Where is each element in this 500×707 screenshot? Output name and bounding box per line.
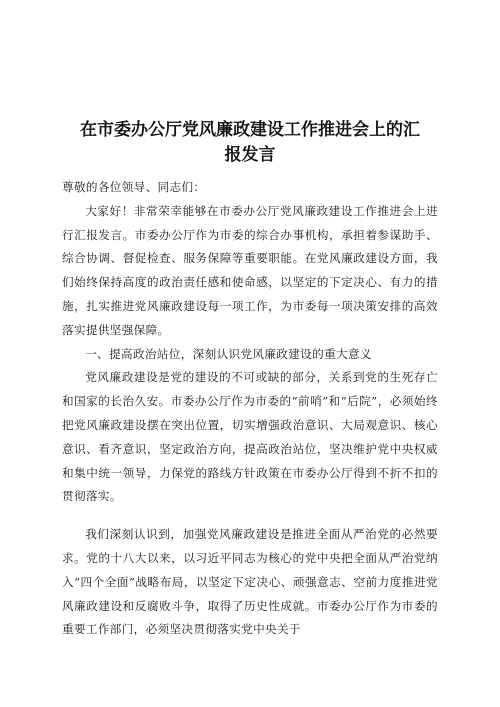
document-body: [62, 176, 438, 642]
section-heading-1: 一、提高政治站位，深刻认识党风廉政建设的重大意义: [85, 346, 372, 361]
document-title: 在市委办公厅党风廉政建设工作推进会上的汇报发言: [80, 120, 420, 165]
salutation: 尊敬的各位领导、同志们：: [62, 180, 206, 194]
paragraph-intro: 大家好！非常荣幸能够在市委办公厅党风廉政建设工作推进会上进行汇报发言。市委办公厅作为市委的综合办事机构，承担着参谋助手、综合协调、督促检查、服务保障等重要职能。在党风廉政建设方面，我们始终保持高度的政治责任感和使命感，以坚定的下定决心、有力的措施，扎实推进党风廉政建设每一项工作，为市委每一项决策安排的高效落实提供坚强保障。: [62, 203, 438, 337]
paragraph-significance: 党风廉政建设是党的建设的不可或缺的部分，关系到党的生死存亡和国家的长治久安。市委办公厅作为市委的“前哨”和“后院”，必须始终把党风廉政建设摆在突出位置，切实增强政治意识、大局观意识、核心意识、看齐意识，坚定政治方向，提高政治站位，坚决维护党中央权威和集中统一领导，力保党的路线方针政策在市委办公厅得到不折不扣的贯彻落实。: [62, 370, 438, 504]
paragraph-recognition: 我们深刻认识到，加强党风廉政建设是推进全面从严治党的必然要求。党的十八大以来，以习近平同志为核心的党中央把全面从严治党纳入“四个全面”战略布局，以坚定下定决心、顽强意志、空前力度推进党风廉政建设和反腐败斗争，取得了历史性成就。市委办公厅作为市委的重要工作部门，必须坚决贯彻落实党中央关于: [62, 527, 438, 637]
